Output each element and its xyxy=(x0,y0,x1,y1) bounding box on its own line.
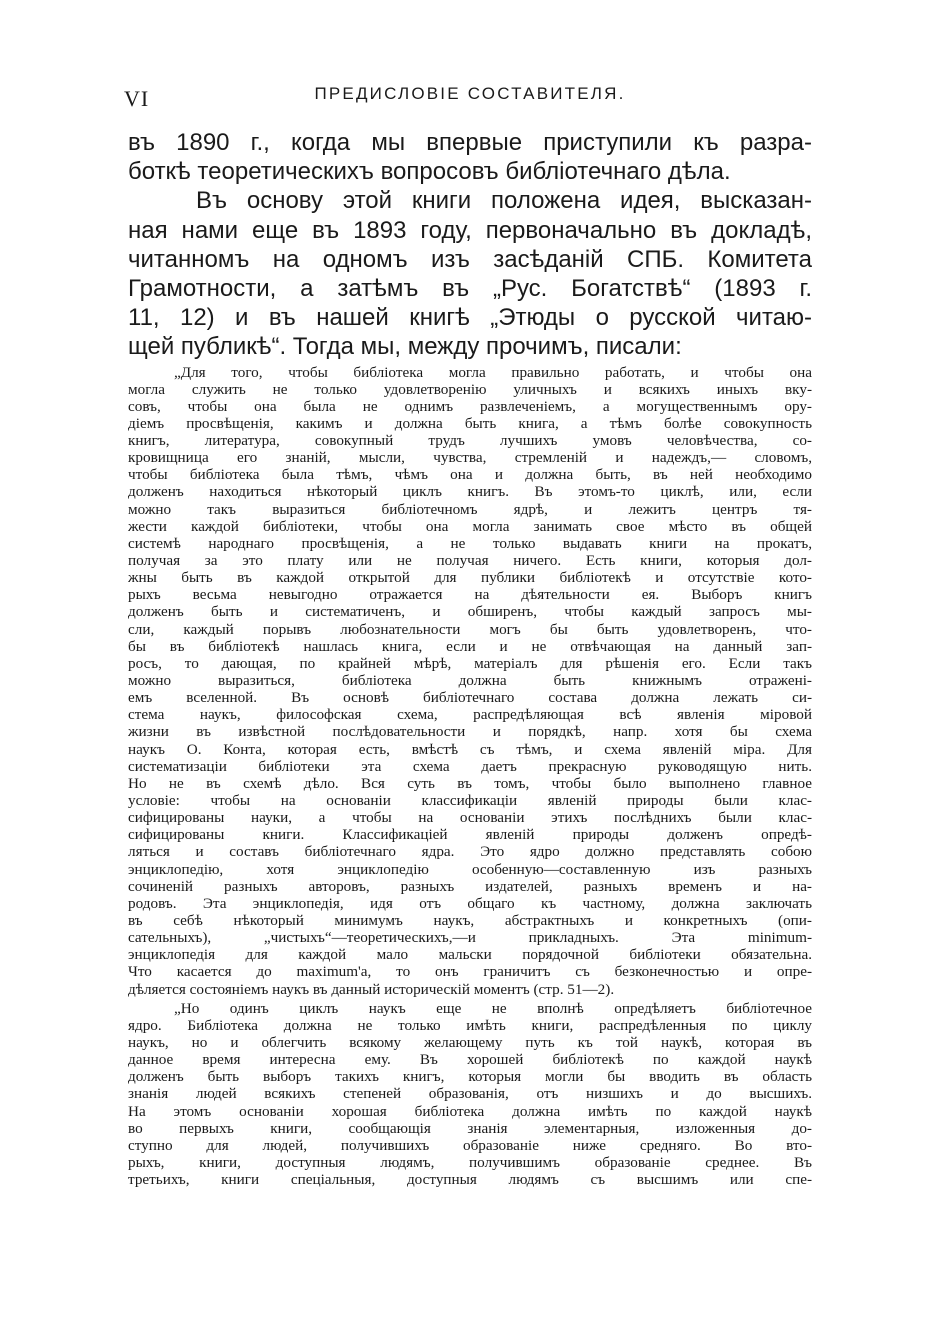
quote-line: долженъ быть и систематиченъ, и обширенъ, чтобы каждый запросъ мы- xyxy=(128,603,812,621)
quote-line: кровищница его знаній, мысли, чувства, стремленій и надеждъ,— словомъ, xyxy=(128,449,812,467)
quote-line: „Но одинъ циклъ наукъ еще не вполнѣ опредѣляетъ библіотечное xyxy=(174,999,812,1017)
quote-line: условіе: чтобы на основаніи классификаціи явленій природы были клас- xyxy=(128,792,812,810)
quote-line: жны быть въ каждой открытой для публики библіотекѣ и отсутствіе кото- xyxy=(128,569,812,587)
quote-line: во первыхъ книги, сообщающія знанія элементарныя, изложенныя до- xyxy=(128,1119,812,1137)
text-line: 11, 12) и въ нашей книгѣ „Этюды о русской читаю- xyxy=(128,304,812,332)
quote-line: жести каждой библіотеки, чтобы она могла занимать свое мѣсто въ общей xyxy=(128,517,812,535)
body-text xyxy=(128,128,812,1188)
quote-line: знанія людей всякихъ степеней образованія, отъ низшихъ и до высшихъ. xyxy=(128,1085,812,1103)
text-line: читанномъ на одномъ изъ засѣданій СПБ. Комитета xyxy=(128,245,812,273)
quote-line: энциклопедію, хотя энциклопедію особенную—составленную изъ разныхъ xyxy=(128,860,812,878)
quote-line: долженъ быть выборъ такихъ книгъ, которыя могли бы вводить въ область xyxy=(128,1068,812,1086)
quote-line: третьихъ, книги спеціальныя, доступныя людямъ съ высшимъ или спе- xyxy=(128,1171,812,1189)
quote-line: „Для того, чтобы библіотека могла правильно работать, и чтобы она xyxy=(174,363,812,381)
quote-line: можно выразиться, библіотека должна быть книжнымъ отраженi- xyxy=(128,672,812,690)
quote-line: данное время интересна ему. Въ хорошей библіотекѣ по каждой наукѣ xyxy=(128,1051,812,1069)
quote-line: емъ вселенной. Въ основѣ библіотечнаго состава должна лежать си- xyxy=(128,689,812,707)
quote-line: сательныхъ), „чистыхъ“—теоретическихъ,—и прикладныхъ. Эта minimum- xyxy=(128,929,812,947)
quote-line: На этомъ основаніи хорошая библіотека должна имѣть по каждой наукѣ xyxy=(128,1102,812,1120)
quote-line: долженъ находиться нѣкоторый циклъ книгъ. Въ этомъ-то циклѣ, или, если xyxy=(128,483,812,501)
quote-line: сифицированы книги. Классификаціей явленій природы долженъ опредѣ- xyxy=(128,826,812,844)
quote-line: чтобы библіотека была тѣмъ, чѣмъ она и должна быть, въ ней необходимо xyxy=(128,466,812,484)
quote-line: рыхъ весьма невыгодно отражается на дѣятельности ея. Выборъ книгъ xyxy=(128,586,812,604)
quote-line: систематизаціи библіотеки эта схема даетъ прекрасную руководящую нить. xyxy=(128,757,812,775)
text-line: щей публикѣ“. Тогда мы, между прочимъ, писали: xyxy=(128,333,682,361)
quote-line: бы въ библіотекѣ нашлась книга, если и не отвѣчающая на данный зап- xyxy=(128,637,812,655)
text-line: въ 1890 г., когда мы впервые приступили къ разра- xyxy=(128,129,812,156)
quote-line: Но не въ схемѣ дѣло. Вся суть въ томъ, чтобы было выполнено главное xyxy=(128,774,812,792)
quote-line: могла служить не только удовлетворенію уличныхъ и всякихъ иныхъ вку- xyxy=(128,380,812,398)
quote-line: ядро. Библіотека должна не только имѣть книги, распредѣленныя по циклу xyxy=(128,1016,812,1034)
quote-line: діемъ просвѣщенія, какимъ и должна быть книга, а тѣмъ болѣе совокупность xyxy=(128,414,812,432)
text-line: Въ основу этой книги положена идея, высказан- xyxy=(196,187,812,215)
quote-line: сли, каждый порывъ любознательности могъ бы быть удовлетворенъ, что- xyxy=(128,620,812,638)
running-header: ПРЕДИСЛОВІЕ СОСТАВИТЕЛЯ. xyxy=(314,84,626,103)
quote-line: дѣляется состояніемъ наукъ въ данный историческій моментъ (стр. 51—2). xyxy=(128,980,615,998)
quote-line: ляться и составъ библіотечнаго ядра. Это ядро должно представлять собою xyxy=(128,843,812,861)
quote-line: наукъ О. Конта, которая есть, вмѣстѣ съ тѣмъ, и схема явленій міра. Для xyxy=(128,740,812,758)
quote-line: родовъ. Эта энциклопедія, идя отъ общаго къ частному, должна заключать xyxy=(128,894,812,912)
quote-line: получая за это плату или не получая ничего. Есть книги, которыя дол- xyxy=(128,552,812,570)
quote-line: жизни въ извѣстной послѣдовательности и порядкѣ, напр. хотя бы схема xyxy=(128,723,812,741)
text-line: боткѣ теоретическихъ вопросовъ библіотечнаго дѣла. xyxy=(128,158,731,186)
quote-line: ступно для людей, получившихъ образованіе ниже средняго. Во вто- xyxy=(128,1136,812,1154)
quote-line: энциклопедія для каждой мало мальски порядочной библіотеки обязательна. xyxy=(128,946,812,964)
quote-line: рыхъ, книги, доступныя людямъ, получившимъ образованіе среднее. Въ xyxy=(128,1153,812,1171)
text-line: ная нами еще въ 1893 году, первоначально въ докладѣ, xyxy=(128,216,812,244)
quote-line: стема наукъ, философская схема, распредѣляющая всѣ явленія міровой xyxy=(128,706,812,724)
quote-line: наукъ, но и облегчить всякому желающему путь къ той наукѣ, которая въ xyxy=(128,1033,812,1051)
quote-line: системѣ народнаго просвѣщенія, а не только выдавать книги на прокатъ, xyxy=(128,534,812,552)
quote-line: совъ, чтобы она была не однимъ развлеченіемъ, а могущественнымъ ору- xyxy=(128,397,812,415)
quote-line: сифицированы науки, а чтобы на основаніи этихъ послѣднихъ были клас- xyxy=(128,809,812,827)
quote-line: въ себѣ нѣкоторый минимумъ наукъ, абстрактныхъ и конкретныхъ (опи- xyxy=(128,912,812,929)
quote-line: росъ, то дающая, по крайней мѣрѣ, матеріалъ для рѣшенія его. Если такъ xyxy=(128,654,812,672)
quote-line: книгъ, литература, совокупный трудъ лучшихъ умовъ человѣчества, со- xyxy=(128,432,812,450)
quote-line: Что касается до maximum'а, то онъ граничитъ съ безконечностью и опре- xyxy=(128,963,812,981)
quote-line: можно такъ выразиться библіотечномъ ядрѣ, и лежитъ центръ тя- xyxy=(128,500,812,518)
text-line: Грамотности, а затѣмъ въ „Рус. Богатствѣ“ (1893 г. xyxy=(128,274,812,302)
page-number: VI xyxy=(124,86,150,111)
quote-line: сочиненій разныхъ авторовъ, разныхъ издателей, разныхъ временъ и на- xyxy=(128,877,812,895)
